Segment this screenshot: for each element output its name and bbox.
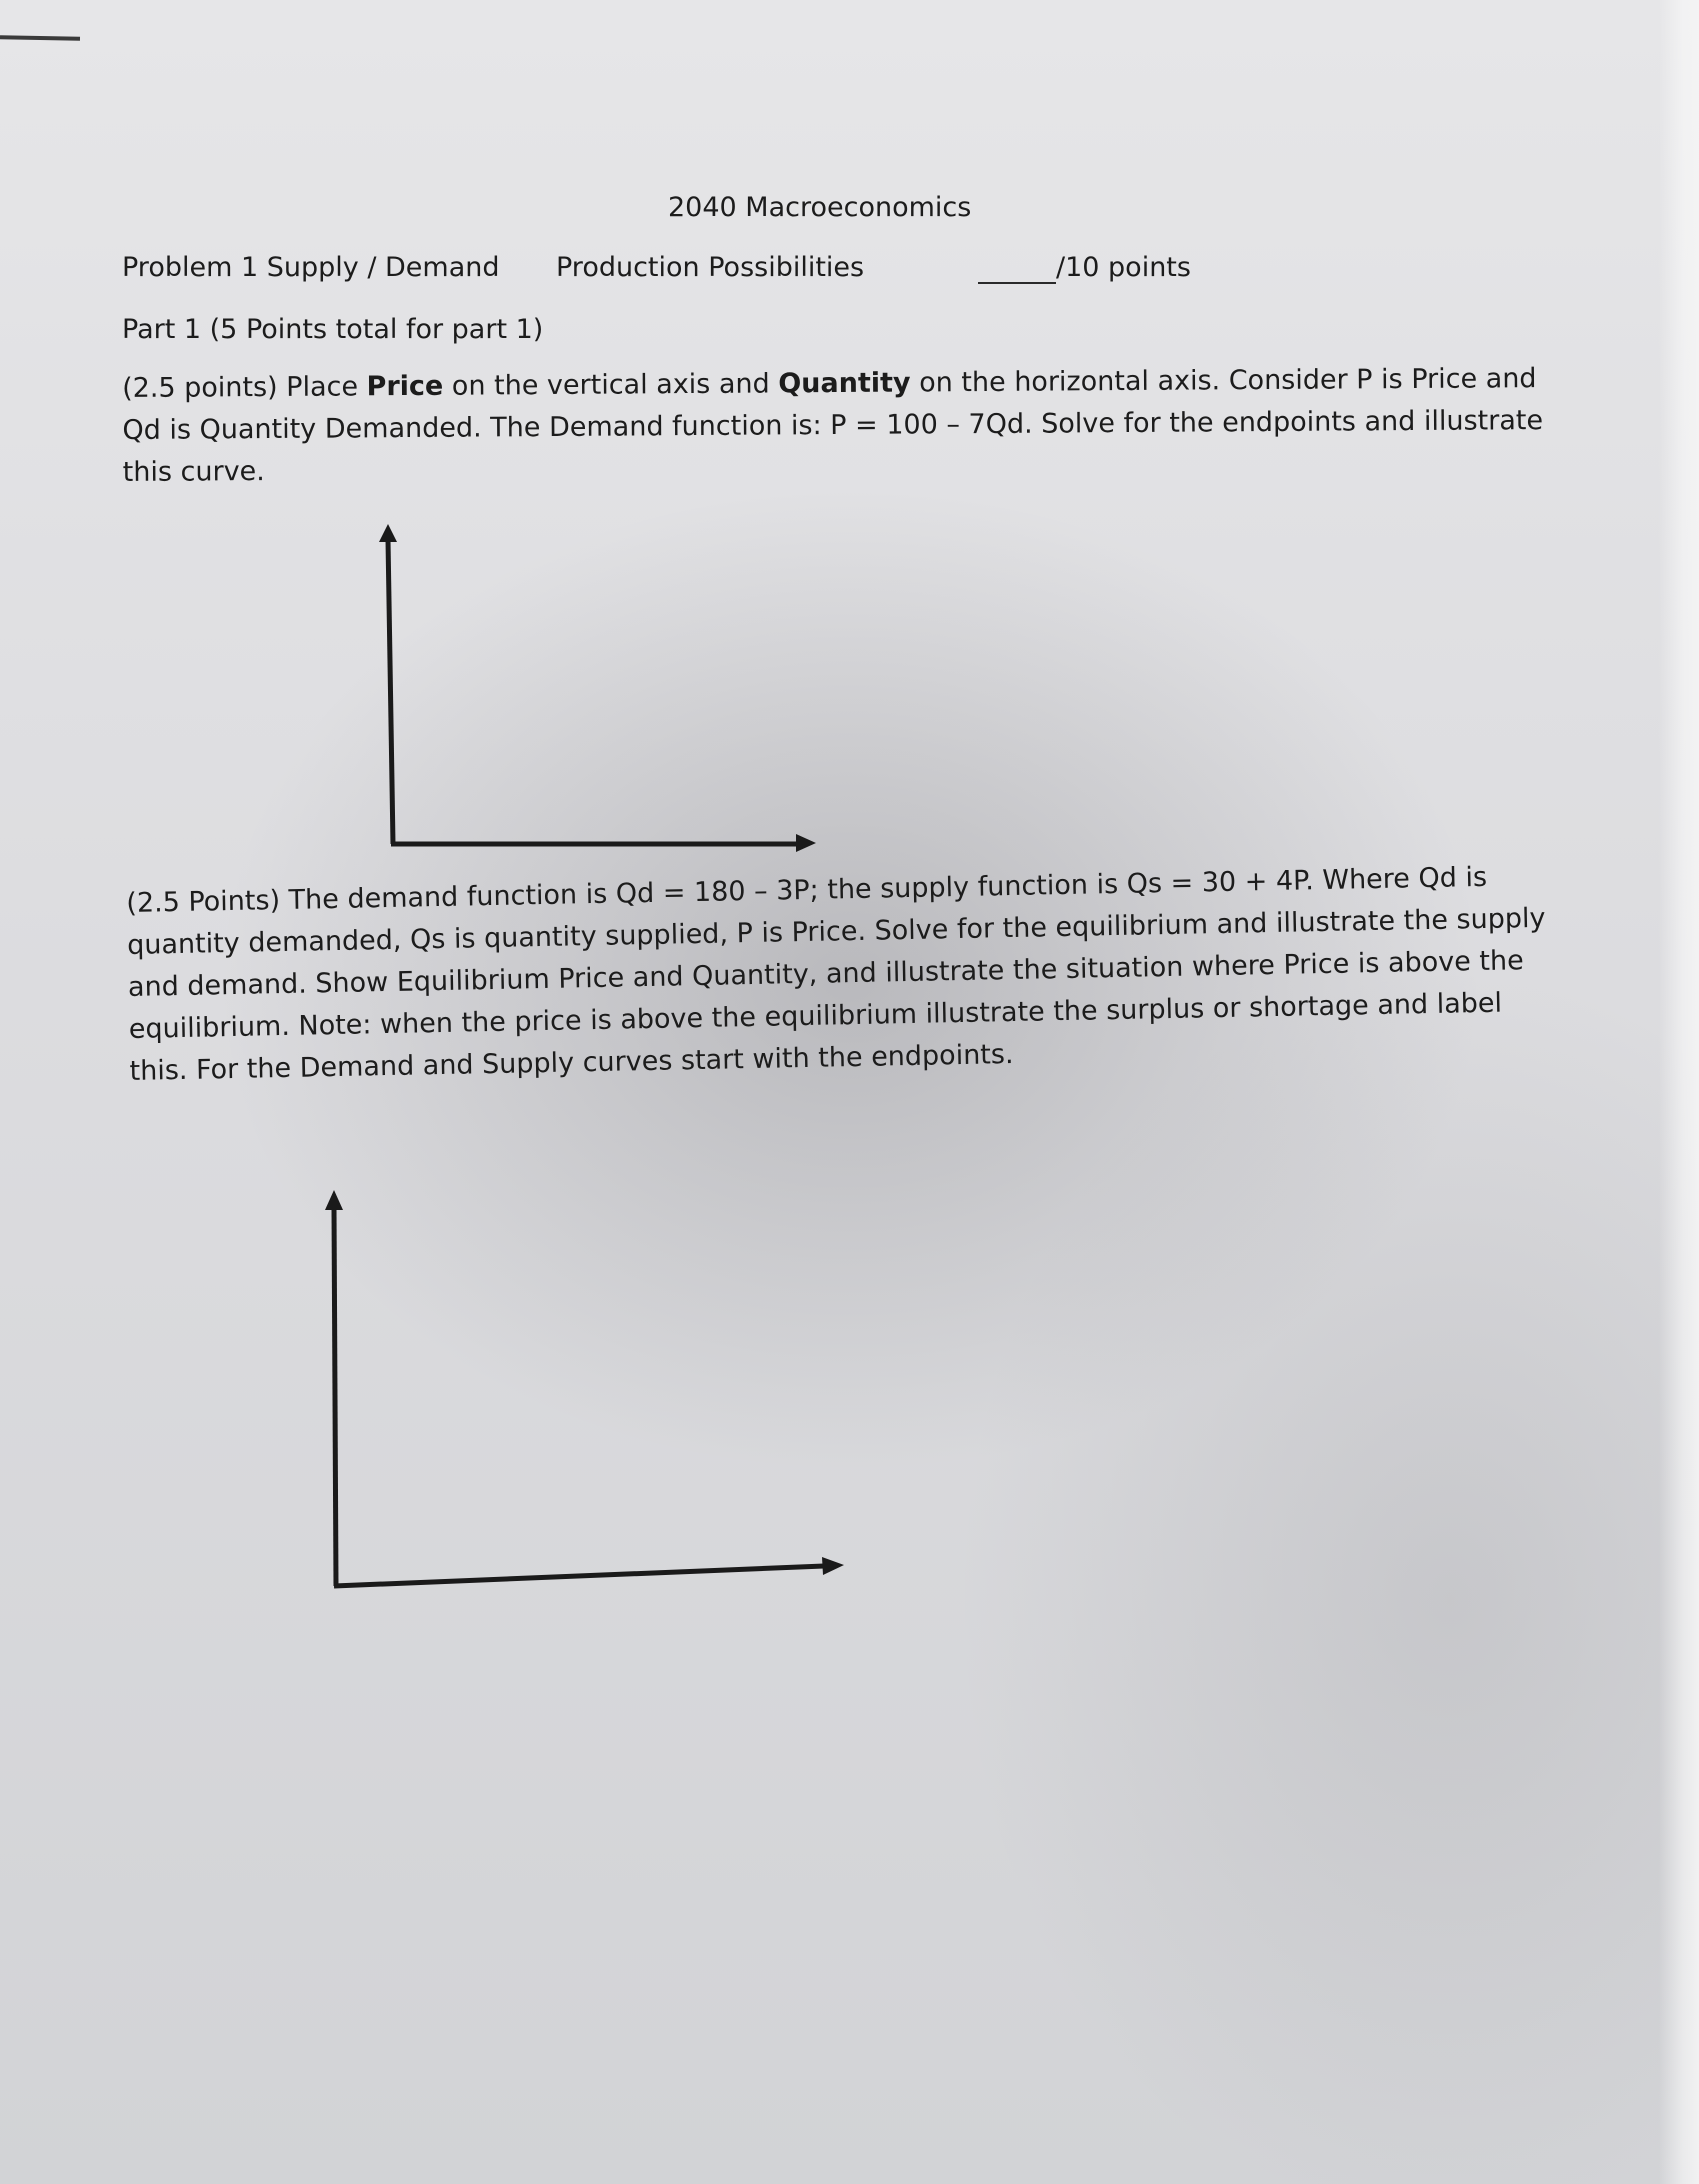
points-label: /10 points: [1056, 252, 1191, 283]
paper-edge: [1659, 0, 1699, 2184]
question-1-line-3: this curve.: [122, 456, 265, 488]
question-2-line-1: (2.5 Points) The demand function is Qd = 180 – 3P; the supply function is Qs = 30 + 4P. Where Qd is: [126, 861, 1488, 919]
graph-1-vertical-arrowhead: [379, 524, 397, 542]
q1-text-c: on the vertical axis and: [443, 368, 779, 402]
question-2-line-4: equilibrium. Note: when the price is above the equilibrium illustrate the surplus or shortage and label: [128, 987, 1503, 1045]
graph-1-vertical-axis: [388, 540, 393, 844]
q1-quantity-bold: Quantity: [778, 367, 911, 400]
question-2-line-2: quantity demanded, Qs is quantity supplied, P is Price. Solve for the equilibrium and illustrate the supply: [126, 902, 1546, 961]
question-2-line-3: and demand. Show Equilibrium Price and Quantity, and illustrate the situation where Price is above the: [127, 945, 1524, 1003]
question-1: [122, 358, 1543, 494]
question-2-line-5: this. For the Demand and Supply curves start with the endpoints.: [129, 1038, 1014, 1087]
graph-2-vertical-arrowhead: [325, 1190, 343, 1210]
course-title: 2040 Macroeconomics: [668, 192, 972, 223]
graph-2-horizontal-axis: [334, 1566, 824, 1586]
points-blank-line: [978, 282, 1056, 284]
q1-price-bold: Price: [366, 370, 444, 403]
graph-2-axes[interactable]: [322, 1180, 862, 1600]
graph-1-horizontal-arrowhead: [796, 834, 816, 852]
question-1-line-2: Qd is Quantity Demanded. The Demand function is: P = 100 – 7Qd. Solve for the endpoints and illustrate: [122, 405, 1544, 446]
graph-2-horizontal-arrowhead: [822, 1557, 844, 1575]
production-label: Production Possibilities: [556, 252, 865, 283]
q1-text-e: on the horizontal axis. Consider P is Price and: [910, 363, 1537, 399]
question-2: [126, 856, 1548, 1093]
graph-2-vertical-axis: [334, 1208, 336, 1586]
part-header: Part 1 (5 Points total for part 1): [122, 314, 544, 345]
corner-mark: [0, 35, 80, 40]
graph-1-axes[interactable]: [370, 518, 830, 858]
q1-text-a: (2.5 points) Place: [122, 371, 367, 404]
problem-label: Problem 1 Supply / Demand: [122, 252, 500, 283]
